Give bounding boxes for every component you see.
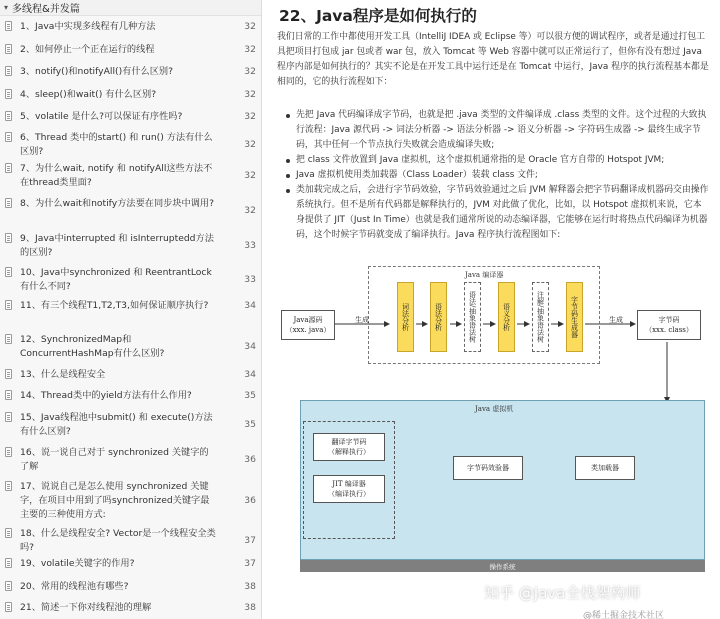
list-item: 类加载完成之后，会进行字节码效验，字节码效验通过之后 JVM 解释器会把字节码翻译成机器码交由操作系统执行。但不是所有代码都是解释执行的，JVM 对此做了优化，比如，以 Hotspot 虚拟机来说，它本身提供了 JIT（Just In Time）也就是我们通常所说的动态编译器，它能够在运行时将热点代码编译为机器码，这个时候字节码就变成了编译执行。Java 程序执行流程图如下: <box>286 183 710 243</box>
toc-item-label: 5、volatile 是什么?可以保证有序性吗? <box>20 111 183 122</box>
toc-item-page: 32 <box>244 170 256 181</box>
collapse-caret-icon[interactable]: ▾ <box>4 3 9 12</box>
bookmark-icon <box>5 21 12 31</box>
toc-item-label: 11、有三个线程T1,T2,T3,如何保证顺序执行? <box>20 300 209 311</box>
toc-item-label: 8、为什么wait和notify方法要在同步块中调用? <box>20 198 214 209</box>
toc-item-label: 21、简述一下你对线程池的理解 <box>20 602 152 613</box>
toc-item-label: 18、什么是线程安全? Vector是一个线程安全类吗? <box>20 528 216 553</box>
toc-item-label: 19、volatile关键字的作用? <box>20 558 135 569</box>
toc-item-page: 32 <box>244 44 256 55</box>
list-item: 把 class 文件放置到 Java 虚拟机，这个虚拟机通常指的是 Oracle 官方自带的 Hotspot JVM; <box>286 153 710 168</box>
toc-item-label: 7、为什么wait, notify 和 notifyAll这些方法不在thread类里面? <box>20 163 213 188</box>
toc-item-label: 9、Java中interrupted 和 isInterruptedd方法的区别? <box>20 233 214 258</box>
class-loader-box: 类加载器 <box>575 456 635 480</box>
document-page <box>262 0 720 619</box>
jvm-label: Java 虚拟机 <box>475 405 514 413</box>
toc-item-label: 17、说说自己是怎么使用 synchronized 关键字，在项目中用到了吗synchronized关键字最主要的三种使用方式: <box>20 481 210 520</box>
execution-flow-diagram <box>275 262 720 602</box>
toc-item-page: 32 <box>244 111 256 122</box>
toc-item-label: 12、SynchronizedMap和ConcurrentHashMap有什么区别? <box>20 334 165 359</box>
bookmark-icon <box>5 198 12 208</box>
toc-item-page: 38 <box>244 581 256 592</box>
generate-label: 生成 <box>355 316 369 324</box>
toc-item-label: 1、Java中实现多线程有几种方法 <box>20 21 156 32</box>
java-source-box: Java源码 （xxx. java） <box>281 310 335 340</box>
semantic-analysis-stage: 语义分析 <box>498 282 515 352</box>
syntax-analysis-stage: 语法分析 <box>430 282 447 352</box>
toc-section-header[interactable] <box>0 0 261 16</box>
bytecode-generator-stage: 字节码生成器 <box>566 282 583 352</box>
bookmark-icon <box>5 334 12 344</box>
bookmark-icon <box>5 528 12 538</box>
bookmark-icon <box>5 233 12 243</box>
toc-item-label: 15、Java线程池中submit() 和 execute()方法有什么区别? <box>20 412 213 437</box>
toc-item-page: 37 <box>244 535 256 546</box>
toc-item-label: 3、notify()和notifyAll()有什么区别? <box>20 66 173 77</box>
intro-paragraph: 我们日常的工作中都使用开发工具（IntelliJ IDEA 或 Eclipse 等）可以很方便的调试程序，或者是通过打包工具把项目打包成 jar 包或者 war 包，放入 Tomcat 等 Web 容器中就可以正常运行了，但你有没有想过 Java 程序内部是如何执行的？其实不论是在开发工具中运行还是在 Tomcat 中运行，Java 程序的执行流程基本都是相同的，它的执行流程如下： <box>277 32 709 87</box>
bookmark-icon <box>5 89 12 99</box>
bookmark-icon <box>5 390 12 400</box>
bookmark-icon <box>5 602 12 612</box>
toc-item-page: 36 <box>244 495 256 506</box>
operating-system-bar: 操作系统 <box>300 560 705 572</box>
toc-item-page: 32 <box>244 66 256 77</box>
syntax-tree-stage: 语法/抽象语法树 <box>464 282 481 352</box>
toc-item-label: 16、说一说自己对于 synchronized 关键字的了解 <box>20 447 209 472</box>
toc-item-label: 13、什么是线程安全 <box>20 369 106 380</box>
toc-sidebar <box>0 0 262 619</box>
bookmark-icon <box>5 267 12 277</box>
toc-item-page: 35 <box>244 419 256 430</box>
toc-item-page: 36 <box>244 454 256 465</box>
bytecode-box: 字节码 （xxx. class） <box>637 310 701 340</box>
compiler-label: Java 编译器 <box>465 271 504 279</box>
bookmark-icon <box>5 163 12 173</box>
bookmark-icon <box>5 66 12 76</box>
section-title: 22、Java程序是如何执行的 <box>279 7 477 25</box>
bookmark-icon <box>5 369 12 379</box>
toc-item-label: 4、sleep()和wait() 有什么区别? <box>20 89 157 100</box>
lexical-analysis-stage: 词法分析 <box>397 282 414 352</box>
generate-label-2: 生成 <box>609 316 623 324</box>
bookmark-icon <box>5 300 12 310</box>
interpreter-box: 翻译字节码 （解释执行） <box>313 433 385 461</box>
toc-item-page: 38 <box>244 602 256 613</box>
toc-item-page: 32 <box>244 89 256 100</box>
toc-item-label: 10、Java中synchronized 和 ReentrantLock 有什么不同? <box>20 267 212 292</box>
toc-item-page: 32 <box>244 139 256 150</box>
annotated-tree-stage: 注解/抽象语法树 <box>532 282 549 352</box>
bookmark-icon <box>5 558 12 568</box>
bookmark-icon <box>5 132 12 142</box>
steps-list <box>286 108 710 243</box>
toc-item-label: 14、Thread类中的yield方法有什么作用? <box>20 390 192 401</box>
list-item: Java 虚拟机使用类加载器（Class Loader）装载 class 文件; <box>286 168 710 183</box>
bookmark-icon <box>5 412 12 422</box>
bookmark-icon <box>5 581 12 591</box>
bookmark-icon <box>5 111 12 121</box>
toc-item-page: 34 <box>244 369 256 380</box>
toc-item-page: 35 <box>244 390 256 401</box>
zhihu-watermark: 知乎 @Java全栈架构师 <box>484 584 641 602</box>
juejin-watermark: @稀土掘金技术社区 <box>583 611 665 619</box>
toc-item-page: 32 <box>244 21 256 32</box>
toc-item-label: 20、常用的线程池有哪些? <box>20 581 129 592</box>
toc-item-page: 33 <box>244 240 256 251</box>
bytecode-verifier-box: 字节码效验器 <box>453 456 523 480</box>
toc-section-title: 多线程&并发篇 <box>12 4 80 15</box>
toc-item-label: 6、Thread 类中的start() 和 run() 方法有什么区别? <box>20 132 213 157</box>
toc-item-page: 32 <box>244 205 256 216</box>
bookmark-icon <box>5 447 12 457</box>
toc-item-page: 34 <box>244 341 256 352</box>
bookmark-icon <box>5 44 12 54</box>
toc-item-page: 37 <box>244 558 256 569</box>
toc-item-label: 2、如何停止一个正在运行的线程 <box>20 44 155 55</box>
toc-item-page: 34 <box>244 300 256 311</box>
jit-compiler-box: JIT 编译器 （编译执行） <box>313 475 385 503</box>
bookmark-icon <box>5 481 12 491</box>
list-item: 先把 Java 代码编译成字节码，也就是把 .java 类型的文件编译成 .class 类型的文件。这个过程的大致执行流程：Java 源代码 -> 词法分析器 -> 语法分析器 -> 语义分析器 -> 字符码生成器 -> 最终生成字节码，其中任何一个节点执行失败就会造成编译失败; <box>286 108 710 153</box>
toc-item-page: 33 <box>244 274 256 285</box>
